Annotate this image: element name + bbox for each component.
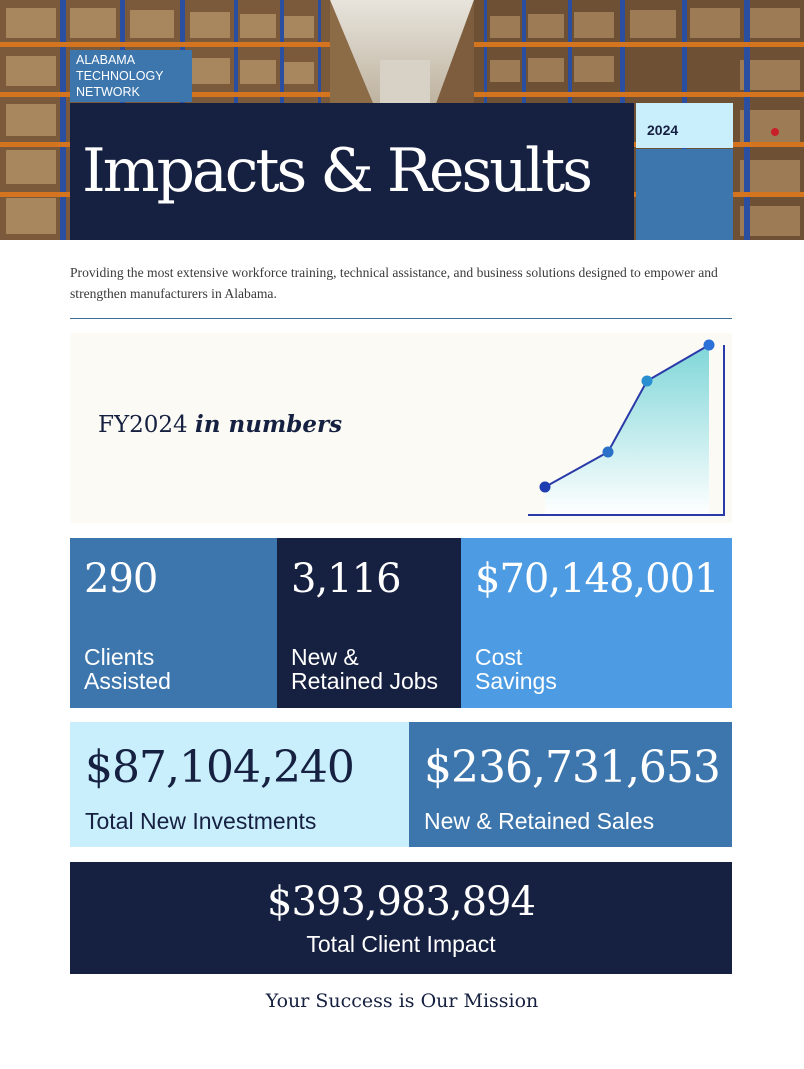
stat-clients-assisted [70, 538, 277, 708]
stat-value: $236,731,653 [424, 742, 720, 793]
stat-label: Total Client Impact [306, 931, 496, 957]
stat-value: 3,116 [291, 556, 401, 602]
stat-value: $70,148,001 [475, 556, 719, 602]
org-name-line: NETWORK [76, 85, 140, 99]
stat-value: $393,983,894 [267, 879, 535, 925]
stat-label: New & Retained Sales [424, 808, 655, 834]
stat-label-line: Savings [475, 668, 557, 694]
fy-heading-year: FY2024 [98, 412, 188, 438]
stat-label-line: Retained Jobs [291, 668, 439, 694]
stat-label [291, 645, 438, 693]
trend-chart-icon [520, 333, 732, 523]
org-name-tag [70, 50, 192, 102]
stat-new-investments [70, 722, 409, 847]
stat-label-line: Assisted [84, 668, 171, 694]
stat-value: 290 [84, 556, 158, 602]
stat-label-line: New & [291, 644, 359, 670]
intro-text: Providing the most extensive workforce training, technical assistance, and business solutions designed to empower and strengthen manufacturers in Alabama. [70, 265, 718, 301]
stat-value: $87,104,240 [85, 742, 354, 793]
stat-label-line: Cost [475, 644, 523, 670]
year-accent-block [636, 149, 733, 240]
org-name-line: ALABAMA [76, 53, 136, 67]
stat-cost-savings [461, 538, 732, 708]
stat-label [475, 645, 557, 693]
stat-label: Total New Investments [85, 808, 317, 834]
hero-banner [0, 0, 804, 240]
fy-panel [70, 333, 732, 523]
title-box [70, 103, 634, 240]
org-name-line: TECHNOLOGY [76, 69, 164, 83]
stat-jobs [277, 538, 461, 708]
stat-total-client-impact [70, 862, 732, 974]
stat-label-line: Clients [84, 644, 155, 670]
divider [70, 318, 732, 319]
fy-heading-emphasis: in numbers [195, 411, 343, 438]
stat-label [84, 645, 171, 693]
year-badge: 2024 [636, 103, 733, 148]
tagline: Your Success is Our Mission [265, 990, 539, 1012]
page-title: Impacts & Results [82, 136, 591, 206]
fy-heading [98, 411, 342, 438]
stat-retained-sales [409, 722, 732, 847]
